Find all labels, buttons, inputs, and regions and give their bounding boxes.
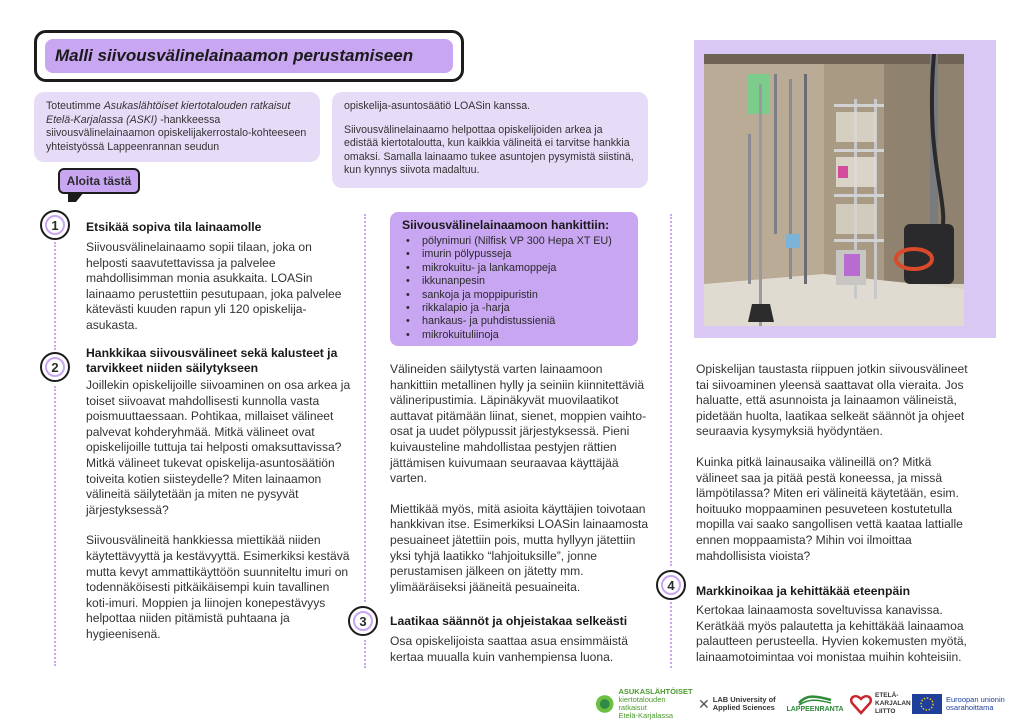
ek-liitto-logo xyxy=(850,688,910,720)
lab-x-icon: ✕ xyxy=(698,695,710,712)
connector-line-6 xyxy=(670,602,672,668)
step-4-paragraph: Kertokaa lainaamosta soveltuvissa kanavissa. Kerätkää myös palautetta ja kehittäkää lainaamoa palautteen perusteella. Hyvien kokemusten myötä, lainaamotoimintaa voi monistaa muihin kohteisiin. xyxy=(696,603,967,664)
intro-project-name: Asukaslähtöiset kiertotalouden ratkaisut Etelä-Karjalassa (ASKI) xyxy=(46,100,291,126)
acquired-list-box xyxy=(390,212,638,346)
step-4-title: Markkinoikaa ja kehittäkää eteenpäin xyxy=(696,584,911,598)
lappeenranta-logo xyxy=(784,688,846,720)
connector-line-5 xyxy=(670,214,672,566)
middle-paragraph-1: Välineiden säilytystä varten lainaamoon hankittiin metallinen hylly ja seiniin kiinnitettäviä välineripustimia. Läpinäkyvät muovilaatikot auttavat pitämään liinat, sienet, moppien vaihto-osat ja uudet pölypussit järjestyksessä. Pieni kuivausteline mahdollistaa pestyjen rättien jättämisen kuivumaan seuraavaa käyttäjää varten. xyxy=(390,362,647,486)
lab-logo-text: LAB University of Applied Sciences xyxy=(712,695,776,712)
acquired-list xyxy=(402,235,626,342)
acquired-list-title: Siivousvälinelainaamoon hankittiin: xyxy=(402,218,610,232)
step-4-badge xyxy=(656,570,686,600)
step-3-text xyxy=(390,634,652,680)
intro-text-1 xyxy=(46,100,310,154)
start-label: Aloita tästä xyxy=(58,168,140,194)
list-item: • pölynimuri (Nilfisk VP 300 Hepa XT EU) xyxy=(402,235,626,248)
aski-logo-line-3: Etelä-Karjalassa xyxy=(618,711,674,720)
list-item: • imurin pölypusseja xyxy=(402,248,626,261)
step-1-paragraph: Siivousvälinelainaamo sopii tilaan, joka on helposti saavutettavissa ja palvelee mahdollisimman monia asukkaita. LOASin lainaamo perustettiin pesutupaan, joka palvelee kätevästi kuuden rapun yli 120 opiskelija-asukasta. xyxy=(86,240,342,332)
list-item: • mikrokuitu- ja lankamoppeja xyxy=(402,262,626,275)
list-item: • mikrokuituliinoja xyxy=(402,329,626,342)
eu-logo-text: Euroopan unionin osarahoittama xyxy=(946,695,1005,712)
list-item: • ikkunanpesin xyxy=(402,275,626,288)
partner-logos xyxy=(590,688,1020,720)
title-banner xyxy=(45,39,453,73)
start-label-tail xyxy=(68,192,84,202)
list-item: • hankaus- ja puhdistussieniä xyxy=(402,315,626,328)
step-1-title: Etsikää sopiva tila lainaamolle xyxy=(86,220,262,234)
middle-paragraph-2: Miettikää myös, mitä asioita käyttäjien toivotaan hankkivan itse. Esimerkiksi LOASin lainaamosta pesuaineet jätettiin pois, mutta hyllyyn jätettiin yksi tyhjä laatikko “lahjoituksille”, jonne perustamisen jälkeen on jätetty mm. ylimääräiseksi jääneitä pesuaineita. xyxy=(390,501,649,594)
intro-box-1 xyxy=(34,92,320,162)
intro-text-3: Siivousvälinelainaamo helpottaa opiskelijoiden arkea ja edistää kiertotaloutta, kun kaikkia välineitä ei tarvitse hankkia omaksi. Samalla lainaamo tukee asuntojen pysymistä siistinä, kun kynnys siivota madaltuu. xyxy=(344,123,634,177)
storage-room-illustration xyxy=(704,54,964,326)
step-3-title: Laatikaa säännöt ja ohjeistakaa selkeästi xyxy=(390,614,628,628)
step-3-number: 3 xyxy=(359,613,367,629)
step-2-number: 2 xyxy=(51,359,59,375)
lab-logo xyxy=(698,688,780,720)
aski-logo-line-1: ASUKASLÄHTÖISET xyxy=(618,687,693,696)
ek-liitto-text: ETELÄ-KARJALAN LIITTO xyxy=(875,692,911,715)
connector-line-4 xyxy=(364,640,366,668)
step-1-number: 1 xyxy=(51,217,59,233)
eu-logo xyxy=(912,688,1016,720)
step-3-paragraph: Osa opiskelijoista saattaa asua ensimmäistä kertaa muualla kuin vanhempiensa luona. xyxy=(390,634,628,664)
photo-frame xyxy=(694,40,996,338)
step-1-badge xyxy=(40,210,70,240)
intro-prefix: Toteutimme xyxy=(46,100,104,112)
eu-flag-icon xyxy=(912,694,942,714)
step-1-text xyxy=(86,240,348,349)
title-frame xyxy=(34,30,464,82)
intro-suffix: -hankkeessa siivousvälinelainaamon opiskelijakerrostalo-kohteeseen yhteistyössä Lappeenrannan seudun xyxy=(46,113,307,153)
right-paragraph-1: Opiskelijan taustasta riippuen jotkin siivousvälineet tai siivoaminen yleensä saattavat olla vieraita. Jos haluatte, että asunnoista ja lainaamon välineistä, pidetään huolta, laatikaa selkeät säännöt ja ohjeet seuraavia kysymyksiä hyödyntäen. xyxy=(696,362,968,439)
aski-leaf-icon xyxy=(594,693,615,715)
step-2-title: Hankkikaa siivousvälineet sekä kalusteet ja tarvikkeet niiden säilytykseen xyxy=(86,346,338,375)
intro-box-2 xyxy=(332,92,648,188)
middle-column-text xyxy=(390,362,652,610)
page-title: Malli siivousvälinelainaamon perustamiseen xyxy=(55,46,414,65)
connector-line-1 xyxy=(54,242,56,350)
step-4-number: 4 xyxy=(667,577,675,593)
connector-line-3 xyxy=(364,214,366,602)
right-paragraph-2: Kuinka pitkä lainausaika välineillä on? Mitkä välineet saa ja pitää pestä koneessa, ja missä lämpötilassa? Miten eri välineitä käytetään, esim. hoituuko moppaaminen pesuveteen kostutetulla mopilla vai saako sangollisen vettä kaataa lattialle ennen moppaamista? Mihin voi ilmoittaa mahdollisista vioista? xyxy=(696,454,963,563)
step-3-badge xyxy=(348,606,378,636)
lappeenranta-logo-text: LAPPEENRANTA xyxy=(786,706,844,713)
aski-logo xyxy=(594,688,694,720)
step-4-text xyxy=(696,603,974,680)
list-item: • sankoja ja moppipuristin xyxy=(402,289,626,302)
step-2-paragraph-2: Siivousvälineitä hankkiessa miettikää niiden käytettävyyttä ja kestävyyttä. Esimerkiksi kestävä mutta kevyt ammattikäyttöön suunniteltu imuri on todennäköisesti pitkäikäisempi kuin tavallinen koti-imuri. Moppien ja liinojen konepestävyys helpottaa niiden pitämistä puhtaana ja hygieenisenä. xyxy=(86,533,350,641)
list-item: • rikkalapio ja -harja xyxy=(402,302,626,315)
storage-room-photo xyxy=(704,54,964,326)
step-2-text xyxy=(86,378,354,658)
lappeenranta-wave-icon xyxy=(798,694,832,706)
connector-line-2 xyxy=(54,386,56,666)
intro-text-2: opiskelija-asuntosäätiö LOASin kanssa. xyxy=(344,100,531,112)
aski-logo-line-2: kiertotalouden ratkaisut xyxy=(618,695,666,712)
step-2-paragraph-1: Joillekin opiskelijoille siivoaminen on osa arkea ja toiset siivoavat mahdollisesti kunnolla vasta poismuuttaessaan. Pohtikaa, millaiset välineet palvevat kohderyhmää. Mitkä välineet ovat opiskelijoille tuttuja tai helposti omaksuttavissa? Mitkä välineet tukevat opiskelija-asuntosäätiön toiveita kotien siisteydelle? Miten lainaamon välineitä säilytetään ja miten ne pysyvät järjestyksessä? xyxy=(86,378,351,517)
ek-heart-icon xyxy=(850,693,872,715)
step-2-badge xyxy=(40,352,70,382)
right-column-text xyxy=(696,362,974,579)
